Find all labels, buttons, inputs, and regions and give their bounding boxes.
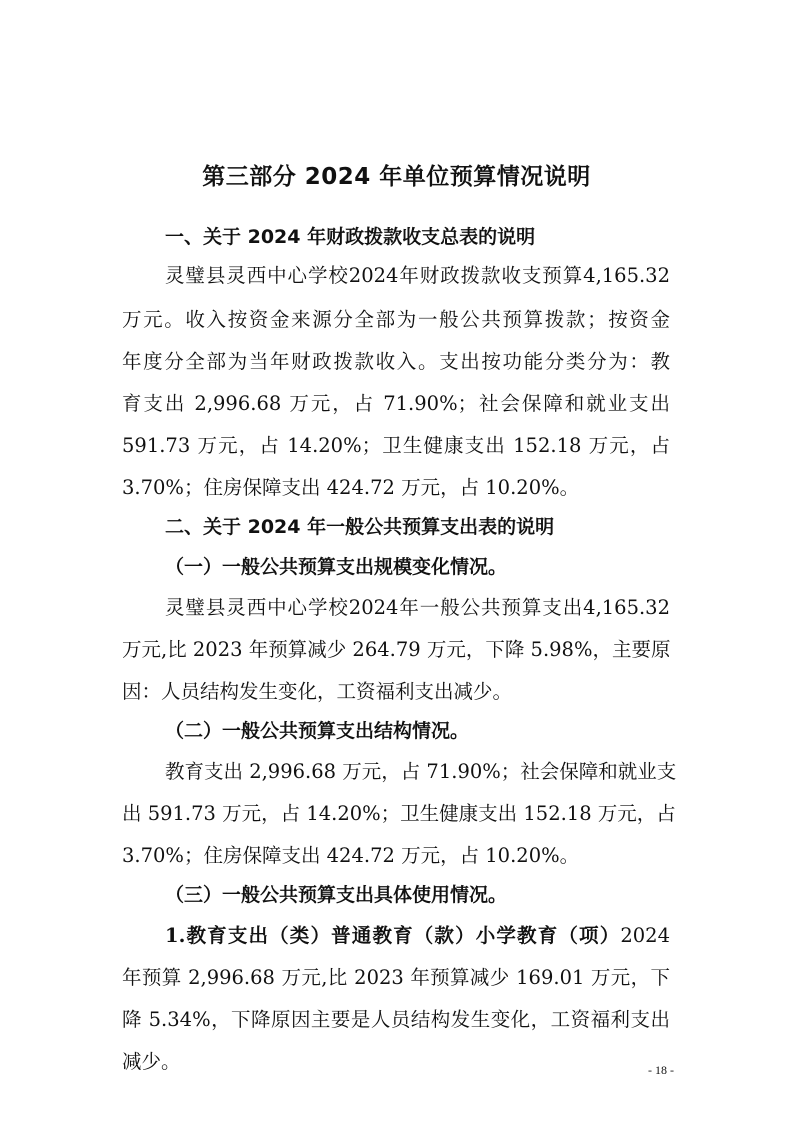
paragraph-line: 万元。收入按资金来源分全部为一般公共预算拨款；按资金	[122, 308, 670, 331]
paragraph-line: 万元,比 2023 年预算减少 264.79 万元，下降 5.98%，主要原	[122, 638, 671, 661]
paragraph-line: 因：人员结构发生变化，工资福利支出减少。	[122, 680, 513, 703]
paragraph-line: 出 591.73 万元，占 14.20%；卫生健康支出 152.18 万元，占	[122, 802, 676, 825]
paragraph-line: 减少。	[122, 1050, 181, 1073]
paragraph-line: 降 5.34%，下降原因主要是人员结构发生变化，工资福利支出	[122, 1008, 670, 1031]
page-number: - 18 -	[648, 1063, 674, 1077]
item1-year: 2024	[620, 924, 670, 947]
item1-heading: 1.教育支出（类）普通教育（款）小学教育（项）	[165, 924, 621, 947]
paragraph-line: 591.73 万元，占 14.20%；卫生健康支出 152.18 万元，占	[122, 434, 670, 457]
paragraph-line: 年度分全部为当年财政拨款收入。支出按功能分类分为：教	[122, 350, 670, 373]
paragraph-line: 3.70%；住房保障支出 424.72 万元，占 10.20%。	[122, 844, 580, 867]
paragraph-line: 育支出 2,996.68 万元，占 71.90%；社会保障和就业支出	[122, 392, 670, 415]
page-title: 第三部分 2024 年单位预算情况说明	[202, 164, 591, 190]
paragraph-line: 教育支出 2,996.68 万元，占 71.90%；社会保障和就业支	[165, 760, 677, 783]
subsection-heading-3: （三）一般公共预算支出具体使用情况。	[165, 884, 508, 906]
paragraph-line-item1	[165, 920, 670, 948]
subsection-heading-1: （一）一般公共预算支出规模变化情况。	[165, 556, 508, 578]
paragraph-line: 3.70%；住房保障支出 424.72 万元，占 10.20%。	[122, 476, 580, 499]
paragraph-line: 年预算 2,996.68 万元,比 2023 年预算减少 169.01 万元，下	[122, 966, 670, 989]
paragraph-line: 灵璧县灵西中心学校2024年一般公共预算支出4,165.32	[165, 596, 670, 619]
paragraph-line: 灵璧县灵西中心学校2024年财政拨款收支预算4,165.32	[165, 264, 670, 287]
subsection-heading-2: （二）一般公共预算支出结构情况。	[165, 720, 470, 742]
section-heading-1: 一、关于 2024 年财政拨款收支总表的说明	[165, 226, 536, 248]
section-heading-2: 二、关于 2024 年一般公共预算支出表的说明	[165, 516, 555, 538]
